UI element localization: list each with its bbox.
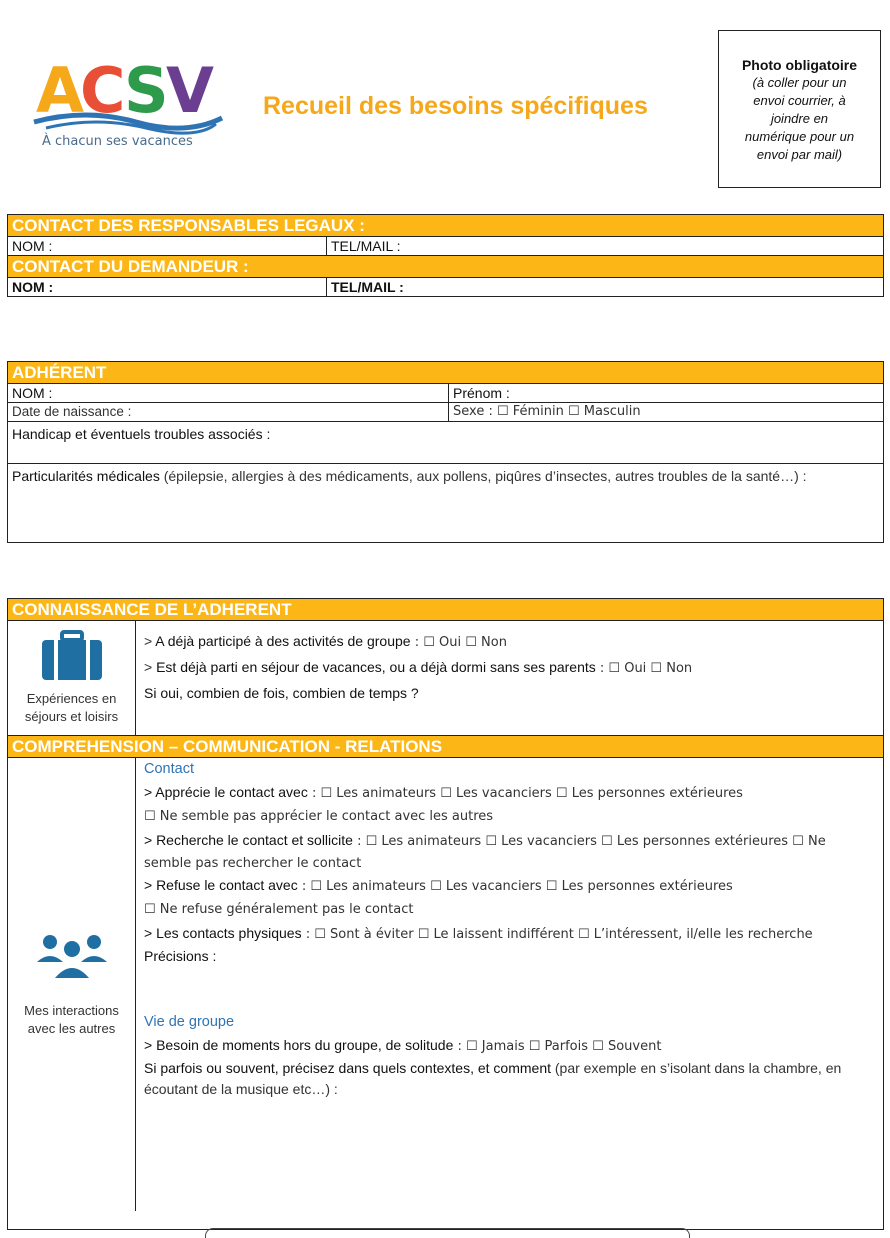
interaction-questions <box>136 758 883 1211</box>
photo-note-1: (à coller pour un <box>752 75 847 90</box>
interaction-side-label: Mes interactions avec les autres <box>24 1002 119 1036</box>
adherent-nom-field[interactable]: NOM : <box>12 385 53 401</box>
interaction-side <box>8 758 136 1211</box>
contacts-section <box>7 214 884 297</box>
medical-field[interactable] <box>8 464 883 542</box>
svg-text:C: C <box>80 54 126 127</box>
adherent-name-row <box>8 384 883 403</box>
q-group-activities[interactable]: > A déjà participé à des activités de groupe : ☐ Oui ☐ Non <box>144 633 507 650</box>
legal-contact-row <box>8 237 883 256</box>
adherent-section <box>7 361 884 543</box>
handicap-row <box>8 422 883 464</box>
groupe-subtitle: Vie de groupe <box>144 1014 235 1030</box>
demandeur-nom-field[interactable]: NOM : <box>12 279 54 295</box>
document-title: Recueil des besoins spécifiques <box>263 92 648 120</box>
q-parfois-contextes[interactable]: Si parfois ou souvent, précisez dans quels contextes, et comment (par exemple en s’isolant dans la chambre, en écoutant de la musique etc…) : <box>144 1060 842 1097</box>
legal-tel-field[interactable]: TEL/MAIL : <box>326 237 883 255</box>
q-apprecie-none[interactable]: ☐ Ne semble pas apprécier le contact avec les autres <box>144 809 494 824</box>
comprehension-header: COMPREHENSION – COMMUNICATION - RELATIONS <box>8 736 883 758</box>
adherent-header: ADHÉRENT <box>8 362 883 384</box>
experience-side <box>8 621 136 735</box>
q-besoin-solitude[interactable]: > Besoin de moments hors du groupe, de solitude : ☐ Jamais ☐ Parfois ☐ Souvent <box>144 1037 662 1054</box>
q-recherche-contact[interactable]: > Recherche le contact et sollicite : ☐ Les animateurs ☐ Les vacanciers ☐ Les personnes extérieures ☐ Ne semble pas rechercher le contact <box>144 832 826 871</box>
photo-note-4: numérique pour un <box>744 129 855 144</box>
sexe-field[interactable]: Sexe : ☐ Féminin ☐ Masculin <box>448 403 883 421</box>
logo-tagline: À chacun ses vacances <box>42 134 193 149</box>
q-how-many[interactable]: Si oui, combien de fois, combien de temps ? <box>144 685 419 701</box>
svg-text:S: S <box>124 54 169 127</box>
medical-label: Particularités médicales <box>12 468 160 484</box>
medical-row <box>8 464 883 542</box>
svg-text:V: V <box>166 54 214 127</box>
precisions-field[interactable]: Précisions : <box>144 948 217 964</box>
page-footer-decoration <box>205 1228 690 1238</box>
legal-contact-header: CONTACT DES RESPONSABLES LEGAUX : <box>8 215 883 237</box>
photo-note-3: joindre en <box>770 111 829 126</box>
experience-questions <box>136 621 883 735</box>
handicap-field[interactable]: Handicap et éventuels troubles associés : <box>12 426 271 442</box>
experience-block <box>8 621 883 736</box>
photo-box <box>718 30 881 188</box>
profile-section <box>7 598 884 1230</box>
photo-note-5: envoi par mail) <box>756 147 843 162</box>
demandeur-header: CONTACT DU DEMANDEUR : <box>8 256 883 278</box>
legal-nom-field[interactable]: NOM : <box>12 238 53 254</box>
acsv-logo <box>26 50 226 160</box>
medical-details: (épilepsie, allergies à des médicaments, aux pollens, piqûres d’insectes, autres troubles de la santé…) : <box>159 468 807 484</box>
q-contacts-physiques[interactable]: > Les contacts physiques : ☐ Sont à éviter ☐ Le laissent indifférent ☐ L’intéressent, il/elle les recherche <box>144 925 813 942</box>
svg-text:A: A <box>36 54 84 127</box>
adherent-birth-row <box>8 403 883 422</box>
photo-note-2: envoi courrier, à <box>753 93 846 108</box>
demandeur-row <box>8 278 883 296</box>
people-group-icon <box>37 932 107 980</box>
connaissance-header: CONNAISSANCE DE L’ADHERENT <box>8 599 883 621</box>
demandeur-tel-field[interactable]: TEL/MAIL : <box>326 278 883 296</box>
q-vacation-stay[interactable]: > Est déjà parti en séjour de vacances, ou a déjà dormi sans ses parents : ☐ Oui ☐ Non <box>144 659 693 676</box>
birthdate-field[interactable]: Date de naissance : <box>12 404 132 419</box>
q-refuse-contact[interactable]: > Refuse le contact avec : ☐ Les animateurs ☐ Les vacanciers ☐ Les personnes extérieures <box>144 877 733 894</box>
adherent-prenom-field[interactable]: Prénom : <box>448 384 883 402</box>
photo-label: Photo obligatoire <box>741 57 858 73</box>
q-refuse-none[interactable]: ☐ Ne refuse généralement pas le contact <box>144 902 414 917</box>
experience-side-label: Expériences en séjours et loisirs <box>24 691 119 724</box>
suitcase-icon <box>40 630 104 682</box>
contact-subtitle: Contact <box>144 761 194 777</box>
q-apprecie-contact[interactable]: > Apprécie le contact avec : ☐ Les animateurs ☐ Les vacanciers ☐ Les personnes extérieures <box>144 784 743 801</box>
interaction-block <box>8 758 883 1211</box>
